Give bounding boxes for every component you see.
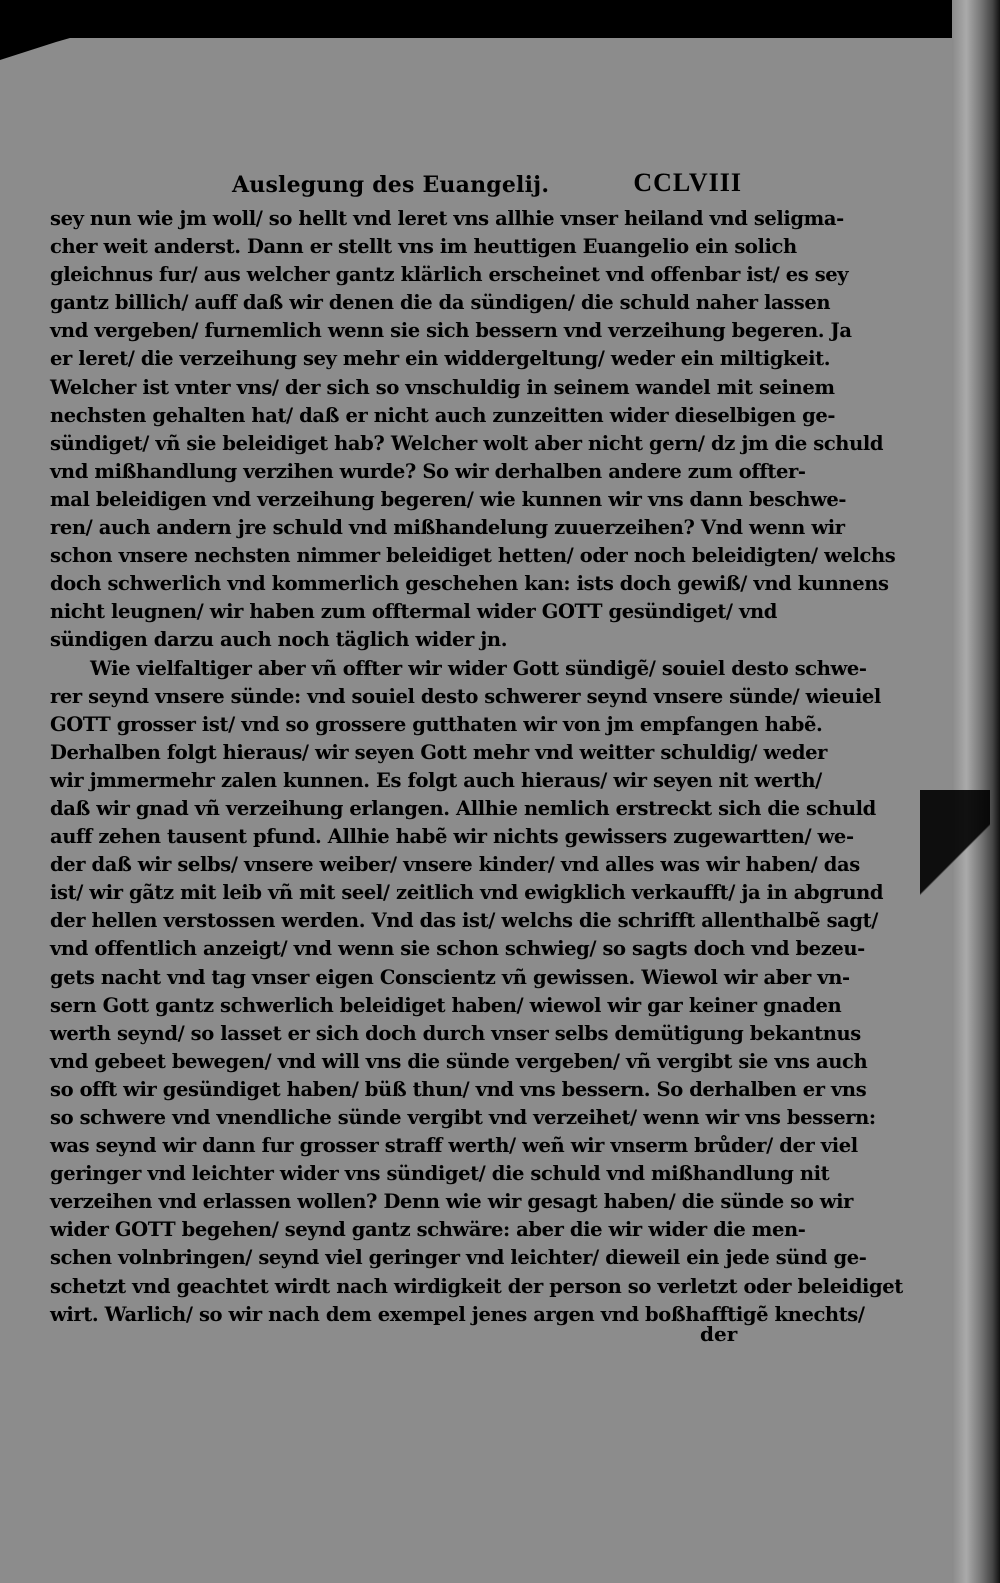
text-line: gets nacht vnd tag vnser eigen Conscientz vñ gewissen. Wiewol wir aber vn- — [50, 965, 850, 989]
text-line: wider GOTT begehen/ seynd gantz schwäre: aber die wir wider die men- — [50, 1218, 806, 1242]
text-line: wirt. Warlich/ so wir nach dem exempel jenes argen vnd boßhafftigẽ knechts/ — [50, 1302, 865, 1326]
text-line: verzeihen vnd erlassen wollen? Denn wie wir gesagt haben/ die sünde so wir — [50, 1190, 854, 1214]
text-line: Welcher ist vnter vns/ der sich so vnschuldig in seinem wandel mit seinem — [50, 375, 835, 399]
text-line: rer seynd vnsere sünde: vnd souiel desto schwerer seynd vnsere sünde/ wieuiel — [50, 684, 881, 708]
text-line: geringer vnd leichter wider vns sündiget/ die schuld vnd mißhandlung nit — [50, 1162, 830, 1186]
text-line: der daß wir selbs/ vnsere weiber/ vnsere kinder/ vnd alles was wir haben/ das — [50, 853, 860, 877]
text-line: doch schwerlich vnd kommerlich geschehen kan: ists doch gewiß/ vnd kunnens — [50, 572, 889, 596]
text-line: ren/ auch andern jre schuld vnd mißhandelung zuuerzeihen? Vnd wenn wir — [50, 516, 845, 540]
text-line: schetzt vnd geachtet wirdt nach wirdigkeit der person so verletzt oder beleidiget — [50, 1274, 903, 1298]
page-header — [232, 168, 742, 208]
text-line: nechsten gehalten hat/ daß er nicht auch zunzeitten wider dieselbigen ge- — [50, 403, 836, 427]
text-line: er leret/ die verzeihung sey mehr ein widdergeltung/ weder ein miltigkeit. — [50, 347, 831, 371]
edge-shadow — [920, 790, 990, 950]
text-line: vnd gebeet bewegen/ vnd will vns die sünde vergeben/ vñ vergibt sie vns auch — [50, 1049, 868, 1073]
text-line: ist/ wir gãtz mit leib vñ mit seel/ zeitlich vnd ewigklich verkaufft/ ja in abgrund — [50, 881, 884, 905]
text-line: wir jmmermehr zalen kunnen. Es folgt auch hieraus/ wir seyen nit werth/ — [50, 768, 822, 792]
text-line: der hellen verstossen werden. Vnd das ist/ welchs die schrifft allenthalbẽ sagt/ — [50, 909, 878, 933]
text-line: Derhalben folgt hieraus/ wir seyen Gott mehr vnd weitter schuldig/ weder — [50, 740, 828, 764]
text-line: vnd vergeben/ furnemlich wenn sie sich bessern vnd verzeihung begeren. Ja — [50, 319, 852, 343]
body-text — [50, 205, 903, 1329]
text-line: so schwere vnd vnendliche sünde vergibt vnd verzeihet/ wenn wir vns bessern: — [50, 1106, 876, 1129]
text-line: sern Gott gantz schwerlich beleidiget haben/ wiewol wir gar keiner gnaden — [50, 993, 842, 1017]
text-line: mal beleidigen vnd verzeihung begeren/ wie kunnen wir vns dann beschwe- — [50, 487, 847, 511]
text-line: GOTT grosser ist/ vnd so grossere gutthaten wir von jm empfangen habẽ. — [50, 712, 823, 736]
text-line: schen volnbringen/ seynd viel geringer vnd leichter/ dieweil ein jede sünd ge- — [50, 1246, 867, 1270]
text-line: sündiget/ vñ sie beleidiget hab? Welcher wolt aber nicht gern/ dz jm die schuld — [50, 431, 884, 455]
text-line: so offt wir gesündiget haben/ büß thun/ vnd vns bessern. So derhalben er vns — [50, 1077, 867, 1101]
text-line: nicht leugnen/ wir haben zum offtermal wider GOTT gesündiget/ vnd — [50, 600, 777, 624]
text-line: daß wir gnad vñ verzeihung erlangen. Allhie nemlich erstreckt sich die schuld — [50, 796, 876, 820]
text-line: werth seynd/ so lasset er sich doch durch vnser selbs demütigung bekantnus — [50, 1021, 861, 1045]
text-line: auff zehen tausent pfund. Allhie habẽ wir nichts gewissers zugewartten/ we- — [50, 825, 854, 849]
text-line: schon vnsere nechsten nimmer beleidiget hetten/ oder noch beleidigten/ welchs — [50, 544, 896, 568]
text-line: cher weit anderst. Dann er stellt vns im heuttigen Euangelio ein solich — [50, 235, 797, 259]
catchword: der — [700, 1322, 738, 1346]
running-title: Auslegung des Euangelij. — [232, 172, 550, 198]
text-line: was seynd wir dann fur grosser straff werth/ weñ wir vnserm brůder/ der viel — [50, 1134, 858, 1158]
text-line: gantz billich/ auff daß wir denen die da sündigen/ die schuld naher lassen — [50, 291, 831, 315]
text-line: sündigen darzu auch noch täglich wider jn. — [50, 628, 508, 652]
text-line: vnd mißhandlung verzihen wurde? So wir derhalben andere zum offter- — [50, 459, 806, 483]
text-line: sey nun wie jm woll/ so hellt vnd leret vns allhie vnser heiland vnd seligma- — [50, 207, 844, 230]
folio-number: CCLVIII — [633, 168, 742, 197]
text-line: gleichnus fur/ aus welcher gantz klärlich erscheinet vnd offenbar ist/ es sey — [50, 263, 849, 287]
text-line: vnd offentlich anzeigt/ vnd wenn sie schon schwieg/ so sagts doch vnd bezeu- — [50, 937, 865, 961]
text-line: Wie vielfaltiger aber vñ offter wir wider Gott sündigẽ/ souiel desto schwe- — [90, 656, 867, 680]
